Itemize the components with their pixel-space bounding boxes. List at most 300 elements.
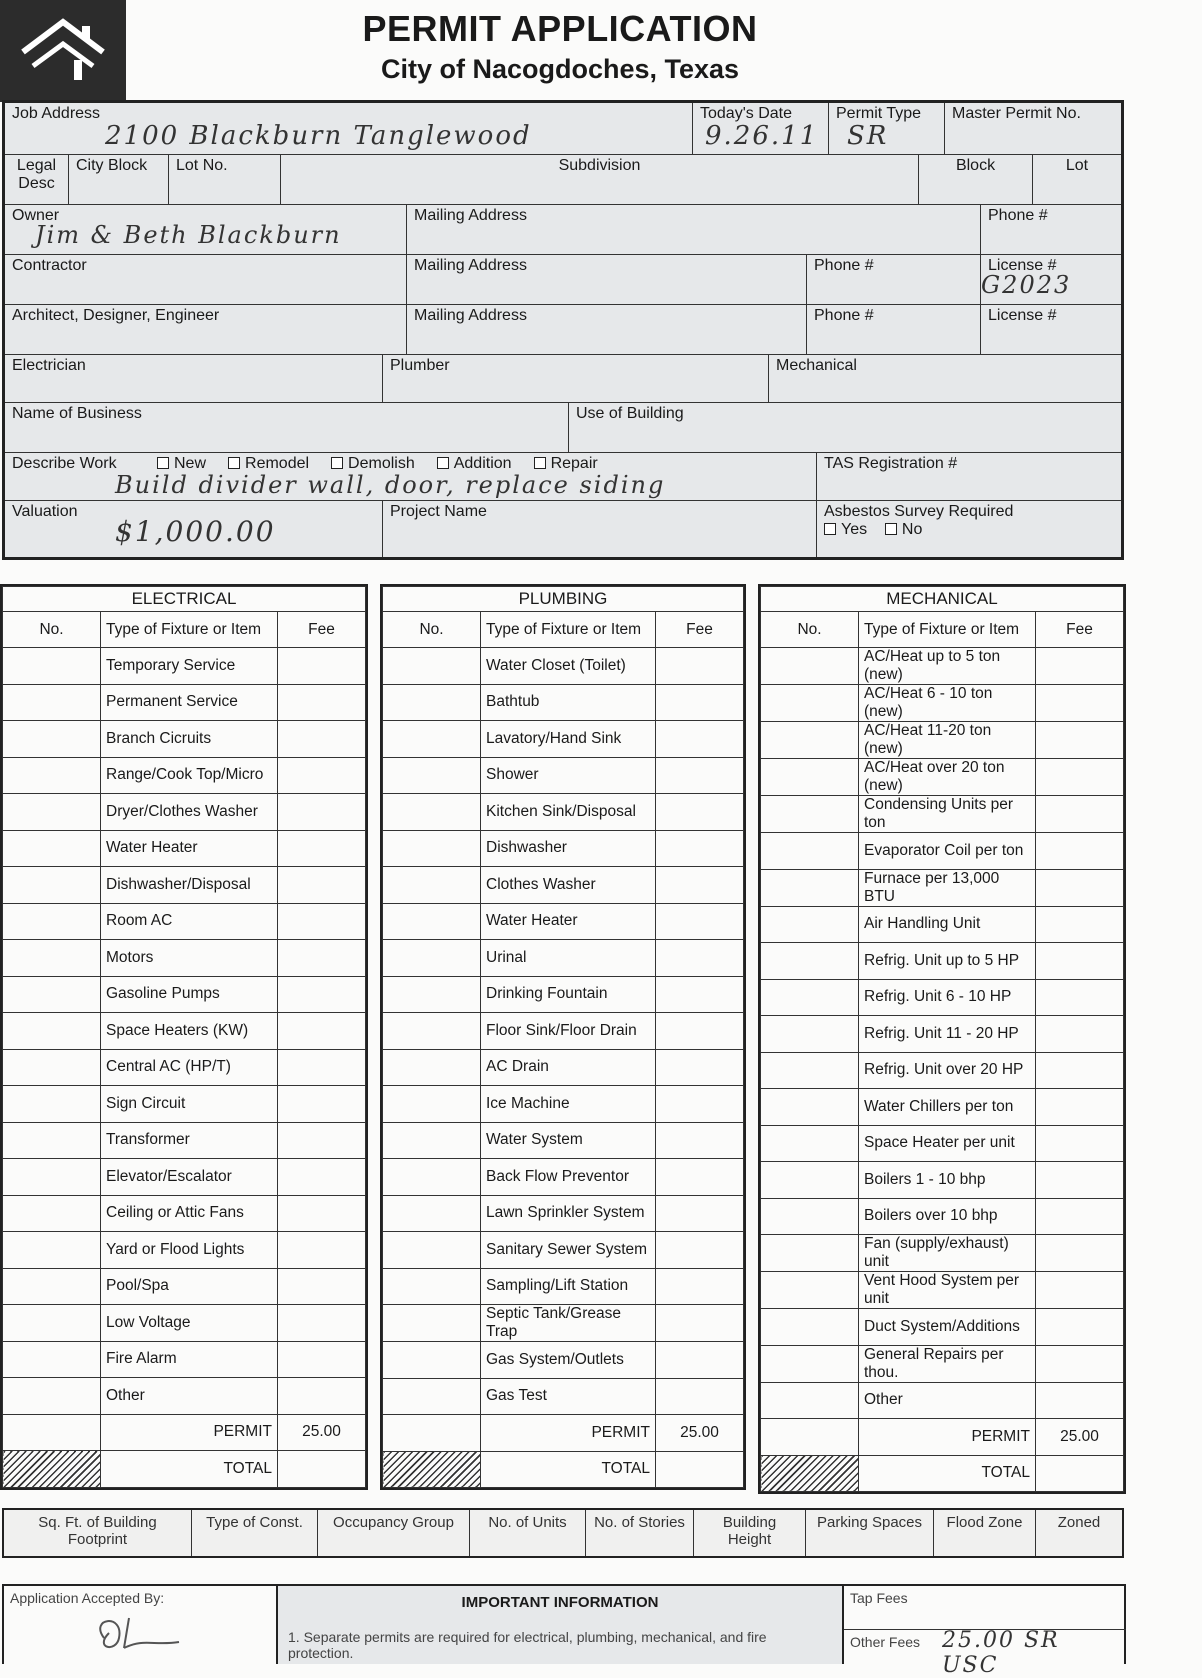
item-name: Central AC (HP/T) (101, 1049, 278, 1086)
no-cell[interactable] (3, 830, 101, 867)
fee-cell[interactable] (1036, 759, 1124, 796)
fee-cell[interactable] (656, 757, 744, 794)
table-row (761, 943, 1124, 980)
table-row (383, 648, 744, 685)
contractor-license-value: G2023 (981, 271, 1072, 299)
building-height-field[interactable]: Building Height (694, 1510, 806, 1556)
fee-cell[interactable] (656, 1049, 744, 1086)
fee-cell[interactable] (1036, 722, 1124, 759)
fee-cell[interactable] (656, 1378, 744, 1415)
describe-work-label: Describe Work (12, 455, 117, 472)
no-cell[interactable] (3, 1122, 101, 1159)
no-cell[interactable] (3, 1378, 101, 1415)
fee-cell[interactable] (656, 1013, 744, 1050)
table-row (761, 1345, 1124, 1382)
no-cell[interactable] (3, 1049, 101, 1086)
total-fee[interactable] (1036, 1455, 1124, 1492)
fee-cell[interactable] (278, 976, 366, 1013)
contractor-label: Contractor (12, 257, 87, 274)
fee-cell[interactable] (278, 1232, 366, 1269)
fee-cell[interactable] (1036, 1052, 1124, 1089)
table-row (761, 759, 1124, 796)
lot-no-label: Lot No. (176, 157, 228, 174)
no-cell[interactable] (3, 721, 101, 758)
no-cell[interactable] (3, 1232, 101, 1269)
no-cell[interactable] (383, 903, 481, 940)
permit-label: PERMIT (101, 1414, 278, 1451)
work-addition-checkbox[interactable]: Addition (437, 455, 512, 473)
item-name: Yard or Flood Lights (101, 1232, 278, 1269)
no-cell[interactable] (383, 1268, 481, 1305)
no-cell[interactable] (383, 976, 481, 1013)
other-fees-value: 25.00 SR USC (942, 1628, 1060, 1678)
flood-zone-field[interactable]: Flood Zone (934, 1510, 1036, 1556)
owner-mailing-field[interactable] (407, 205, 981, 255)
tas-registration-field[interactable] (817, 453, 1121, 501)
item-name: Room AC (101, 903, 278, 940)
fee-cell[interactable] (656, 1268, 744, 1305)
total-fee[interactable] (278, 1451, 366, 1488)
lot-no-field[interactable] (169, 155, 281, 205)
fee-cell[interactable] (656, 1086, 744, 1123)
table-row (3, 940, 366, 977)
work-demolish-checkbox[interactable]: Demolish (331, 455, 415, 473)
table-row (383, 940, 744, 977)
table-row (761, 1162, 1124, 1199)
no-cell[interactable] (761, 1198, 859, 1235)
fee-cell[interactable] (1036, 648, 1124, 685)
table-row (383, 903, 744, 940)
fee-cell[interactable] (278, 1305, 366, 1342)
fee-cell[interactable] (278, 830, 366, 867)
item-name: General Repairs per thou. (859, 1345, 1036, 1382)
table-row (3, 903, 366, 940)
contractor-field[interactable] (5, 255, 407, 305)
contractor-mailing-label: Mailing Address (414, 257, 527, 274)
no-of-stories-field[interactable]: No. of Stories (586, 1510, 694, 1556)
no-cell[interactable] (383, 1232, 481, 1269)
table-row (383, 976, 744, 1013)
no-cell[interactable] (3, 1268, 101, 1305)
table-row (383, 757, 744, 794)
table-row (761, 1089, 1124, 1126)
item-name: Space Heater per unit (859, 1125, 1036, 1162)
fee-cell[interactable] (1036, 1162, 1124, 1199)
fee-cell[interactable] (1036, 1198, 1124, 1235)
item-name: Lawn Sprinkler System (481, 1195, 656, 1232)
table-row (761, 906, 1124, 943)
permit-spacer (761, 1419, 859, 1456)
fee-cell[interactable] (278, 721, 366, 758)
electrician-label: Electrician (12, 357, 86, 374)
fee-cell[interactable] (278, 867, 366, 904)
business-name-label: Name of Business (12, 405, 142, 422)
table-row (383, 1342, 744, 1379)
no-cell[interactable] (761, 906, 859, 943)
architect-license-field[interactable] (981, 305, 1121, 355)
fee-cell[interactable] (1036, 943, 1124, 980)
item-name: Dishwasher/Disposal (101, 867, 278, 904)
fee-cell[interactable] (656, 1305, 744, 1342)
fee-cell[interactable] (656, 1342, 744, 1379)
fee-cell[interactable] (1036, 1125, 1124, 1162)
no-cell[interactable] (383, 1305, 481, 1342)
item-name: Dishwasher (481, 830, 656, 867)
fee-cell[interactable] (1036, 979, 1124, 1016)
mechanical-label: Mechanical (776, 357, 857, 374)
item-name: Back Flow Preventor (481, 1159, 656, 1196)
item-name: Water System (481, 1122, 656, 1159)
table-row (761, 722, 1124, 759)
table-row (761, 1309, 1124, 1346)
fee-cell[interactable] (656, 721, 744, 758)
no-cell[interactable] (383, 1378, 481, 1415)
fee-cell[interactable] (278, 1122, 366, 1159)
no-cell[interactable] (383, 1195, 481, 1232)
tap-fees-field[interactable] (844, 1586, 1126, 1630)
item-name: Fire Alarm (101, 1341, 278, 1378)
electrician-field[interactable] (5, 355, 383, 403)
architect-mailing-label: Mailing Address (414, 307, 527, 324)
table-row (3, 1122, 366, 1159)
no-cell[interactable] (3, 1159, 101, 1196)
fee-cell[interactable] (278, 794, 366, 831)
asbestos-yes-checkbox[interactable]: Yes (824, 521, 867, 538)
no-cell[interactable] (761, 759, 859, 796)
initials-signature (84, 1608, 194, 1658)
fee-cell[interactable] (1036, 1382, 1124, 1419)
fee-cell[interactable] (278, 1195, 366, 1232)
page-subtitle: City of Nacogdoches, Texas (380, 54, 740, 84)
item-name: Kitchen Sink/Disposal (481, 794, 656, 831)
fee-cell[interactable] (278, 1086, 366, 1123)
tas-registration-label: TAS Registration # (824, 455, 958, 472)
item-name: Motors (101, 940, 278, 977)
table-row (3, 1305, 366, 1342)
fee-cell[interactable] (278, 1378, 366, 1415)
no-cell[interactable] (383, 940, 481, 977)
no-cell[interactable] (761, 1235, 859, 1272)
fee-cell[interactable] (656, 794, 744, 831)
item-name: AC/Heat 6 - 10 ton (new) (859, 685, 1036, 722)
no-cell[interactable] (383, 867, 481, 904)
item-name: Air Handling Unit (859, 906, 1036, 943)
col-no-header: No. (383, 612, 481, 648)
no-cell[interactable] (383, 794, 481, 831)
fee-cell[interactable] (1036, 833, 1124, 870)
fee-cell[interactable] (656, 648, 744, 685)
asbestos-no-checkbox[interactable]: No (885, 521, 922, 538)
subdivision-field[interactable] (281, 155, 919, 205)
page-title-block (330, 8, 790, 85)
fee-cell[interactable] (1036, 796, 1124, 833)
table-row (761, 648, 1124, 685)
no-cell[interactable] (383, 1342, 481, 1379)
no-cell[interactable] (3, 867, 101, 904)
fee-cell[interactable] (656, 830, 744, 867)
fee-cell[interactable] (278, 940, 366, 977)
no-cell[interactable] (3, 757, 101, 794)
item-name: Condensing Units per ton (859, 796, 1036, 833)
item-name: Refrig. Unit over 20 HP (859, 1052, 1036, 1089)
architect-license-label: License # (988, 307, 1057, 324)
table-row (3, 1159, 366, 1196)
architect-label: Architect, Designer, Engineer (12, 307, 220, 324)
contractor-license-label: License # (988, 257, 1057, 274)
no-of-units-field[interactable]: No. of Units (470, 1510, 586, 1556)
item-name: Gas Test (481, 1378, 656, 1415)
no-cell[interactable] (3, 1341, 101, 1378)
fee-cell[interactable] (278, 648, 366, 685)
parking-spaces-field[interactable]: Parking Spaces (806, 1510, 934, 1556)
architect-phone-field[interactable] (807, 305, 981, 355)
important-info-text: 1. Separate permits are required for electrical, plumbing, mechanical, and fire protection. (288, 1629, 767, 1661)
permit-fee[interactable]: 25.00 (656, 1415, 744, 1452)
fee-cell[interactable] (656, 1159, 744, 1196)
architect-mailing-field[interactable] (407, 305, 807, 355)
architect-field[interactable] (5, 305, 407, 355)
no-cell[interactable] (383, 721, 481, 758)
work-new-checkbox[interactable]: New (157, 455, 206, 473)
owner-phone-label: Phone # (988, 207, 1048, 224)
valuation-value: $1,000.00 (115, 515, 276, 548)
work-repair-checkbox[interactable]: Repair (534, 455, 598, 473)
no-cell[interactable] (761, 1382, 859, 1419)
fee-cell[interactable] (656, 684, 744, 721)
table-row (3, 1268, 366, 1305)
fee-cell[interactable] (656, 1232, 744, 1269)
total-label: TOTAL (859, 1455, 1036, 1492)
mechanical-table-title: MECHANICAL (761, 587, 1124, 612)
no-cell[interactable] (3, 903, 101, 940)
fee-cell[interactable] (1036, 1089, 1124, 1126)
zoned-field[interactable]: Zoned (1057, 1514, 1101, 1531)
item-name: AC/Heat up to 5 ton (new) (859, 648, 1036, 685)
plumber-field[interactable] (383, 355, 769, 403)
fee-cell[interactable] (1036, 1345, 1124, 1382)
table-row (761, 1198, 1124, 1235)
permit-spacer (383, 1415, 481, 1452)
table-row (3, 1013, 366, 1050)
no-cell[interactable] (761, 1272, 859, 1309)
no-cell[interactable] (3, 1013, 101, 1050)
table-row (383, 830, 744, 867)
accepted-by-field[interactable] (4, 1586, 278, 1664)
plumbing-fee-table (380, 584, 746, 1490)
item-name: Sampling/Lift Station (481, 1268, 656, 1305)
no-cell[interactable] (761, 979, 859, 1016)
permit-fee[interactable]: 25.00 (278, 1414, 366, 1451)
item-name: Ice Machine (481, 1086, 656, 1123)
table-row (3, 867, 366, 904)
valuation-label: Valuation (12, 503, 78, 520)
important-info-title: IMPORTANT INFORMATION (461, 1594, 659, 1611)
owner-phone-field[interactable] (981, 205, 1121, 255)
fee-cell[interactable] (656, 1195, 744, 1232)
no-cell[interactable] (383, 830, 481, 867)
no-cell[interactable] (761, 1309, 859, 1346)
no-cell[interactable] (761, 1345, 859, 1382)
table-row (383, 1122, 744, 1159)
table-row (761, 1235, 1124, 1272)
item-name: Clothes Washer (481, 867, 656, 904)
fee-cell[interactable] (1036, 1309, 1124, 1346)
table-row (3, 1232, 366, 1269)
no-cell[interactable] (761, 685, 859, 722)
fee-cell[interactable] (1036, 1016, 1124, 1053)
table-row (761, 1052, 1124, 1089)
table-row (3, 830, 366, 867)
table-row (761, 869, 1124, 906)
use-of-building-field[interactable] (569, 403, 1121, 453)
no-cell[interactable] (3, 976, 101, 1013)
hatched-cell (383, 1451, 481, 1488)
no-cell[interactable] (3, 684, 101, 721)
no-cell[interactable] (761, 648, 859, 685)
no-cell[interactable] (761, 1052, 859, 1089)
fee-cell[interactable] (278, 903, 366, 940)
fee-cell[interactable] (278, 1159, 366, 1196)
no-cell[interactable] (383, 1013, 481, 1050)
lot-field[interactable] (1033, 155, 1121, 205)
permit-label: PERMIT (481, 1415, 656, 1452)
no-cell[interactable] (383, 1049, 481, 1086)
fee-cell[interactable] (656, 1122, 744, 1159)
item-name: Water Closet (Toilet) (481, 648, 656, 685)
table-row (383, 1268, 744, 1305)
table-row (761, 833, 1124, 870)
table-row (383, 721, 744, 758)
subdivision-label: Subdivision (558, 157, 641, 174)
no-cell[interactable] (383, 1122, 481, 1159)
fee-cell[interactable] (1036, 906, 1124, 943)
electrical-fee-table (0, 584, 368, 1490)
fee-cell[interactable] (278, 684, 366, 721)
no-cell[interactable] (3, 1086, 101, 1123)
fee-cell[interactable] (656, 940, 744, 977)
table-row (383, 1013, 744, 1050)
fee-cell[interactable] (278, 1268, 366, 1305)
col-no-header: No. (3, 612, 101, 648)
fee-cell[interactable] (1036, 685, 1124, 722)
table-row (3, 721, 366, 758)
no-cell[interactable] (761, 869, 859, 906)
no-cell[interactable] (3, 648, 101, 685)
no-cell[interactable] (3, 940, 101, 977)
col-type-header: Type of Fixture or Item (859, 612, 1036, 648)
no-cell[interactable] (3, 794, 101, 831)
item-name: Space Heaters (KW) (101, 1013, 278, 1050)
owner-mailing-label: Mailing Address (414, 207, 527, 224)
table-row (761, 1272, 1124, 1309)
no-cell[interactable] (761, 1089, 859, 1126)
type-of-const-field[interactable]: Type of Const. (192, 1510, 318, 1556)
table-row (3, 757, 366, 794)
fee-cell[interactable] (1036, 869, 1124, 906)
city-block-field[interactable] (69, 155, 169, 205)
city-logo (0, 0, 126, 102)
city-block-label: City Block (76, 157, 148, 174)
no-cell[interactable] (383, 1159, 481, 1196)
contractor-mailing-field[interactable] (407, 255, 807, 305)
total-fee[interactable] (656, 1451, 744, 1488)
no-cell[interactable] (761, 833, 859, 870)
table-row (761, 1016, 1124, 1053)
no-cell[interactable] (3, 1195, 101, 1232)
no-cell[interactable] (383, 757, 481, 794)
no-cell[interactable] (383, 684, 481, 721)
no-cell[interactable] (383, 648, 481, 685)
table-row (383, 1378, 744, 1415)
no-cell[interactable] (761, 1162, 859, 1199)
fee-cell[interactable] (1036, 1235, 1124, 1272)
no-cell[interactable] (761, 722, 859, 759)
use-of-building-label: Use of Building (576, 405, 684, 422)
table-row (3, 684, 366, 721)
sq-ft-field[interactable]: Sq. Ft. of Building Footprint (4, 1510, 192, 1556)
table-row (761, 796, 1124, 833)
col-type-header: Type of Fixture or Item (101, 612, 278, 648)
item-name: AC/Heat 11-20 ton (new) (859, 722, 1036, 759)
no-cell[interactable] (761, 1125, 859, 1162)
business-name-field[interactable] (5, 403, 569, 453)
project-name-field[interactable] (383, 501, 817, 557)
no-cell[interactable] (3, 1305, 101, 1342)
no-cell[interactable] (761, 943, 859, 980)
item-name: AC Drain (481, 1049, 656, 1086)
fee-cell[interactable] (656, 867, 744, 904)
table-row (3, 1195, 366, 1232)
no-cell[interactable] (383, 1086, 481, 1123)
fee-cell[interactable] (1036, 1272, 1124, 1309)
total-label: TOTAL (101, 1451, 278, 1488)
occupancy-group-field[interactable]: Occupancy Group (318, 1510, 470, 1556)
table-row (383, 794, 744, 831)
total-label: TOTAL (481, 1451, 656, 1488)
no-cell[interactable] (761, 796, 859, 833)
master-permit-label: Master Permit No. (952, 105, 1081, 122)
work-remodel-checkbox[interactable]: Remodel (228, 455, 309, 473)
table-row (383, 1159, 744, 1196)
table-row (383, 1232, 744, 1269)
important-info-panel (278, 1586, 844, 1664)
fee-cell[interactable] (278, 1341, 366, 1378)
contractor-phone-field[interactable] (807, 255, 981, 305)
item-name: Boilers over 10 bhp (859, 1198, 1036, 1235)
block-field[interactable] (919, 155, 1033, 205)
table-row (761, 1382, 1124, 1419)
job-address-value: 2100 Blackburn Tanglewood (105, 121, 532, 151)
item-name: Sanitary Sewer System (481, 1232, 656, 1269)
fee-cell[interactable] (278, 757, 366, 794)
no-cell[interactable] (761, 1016, 859, 1053)
table-row (383, 1049, 744, 1086)
project-name-label: Project Name (390, 503, 487, 520)
fee-cell[interactable] (278, 1013, 366, 1050)
contractor-phone-label: Phone # (814, 257, 874, 274)
fee-cell[interactable] (656, 976, 744, 1013)
item-name: Duct System/Additions (859, 1309, 1036, 1346)
fee-cell[interactable] (278, 1049, 366, 1086)
mechanical-field[interactable] (769, 355, 1121, 403)
fee-cell[interactable] (656, 903, 744, 940)
col-type-header: Type of Fixture or Item (481, 612, 656, 648)
master-permit-field[interactable] (945, 103, 1121, 155)
asbestos-label: Asbestos Survey Required (824, 503, 1014, 520)
total-row (3, 1451, 366, 1488)
permit-fee[interactable]: 25.00 (1036, 1419, 1124, 1456)
mechanical-fee-table (758, 584, 1126, 1494)
